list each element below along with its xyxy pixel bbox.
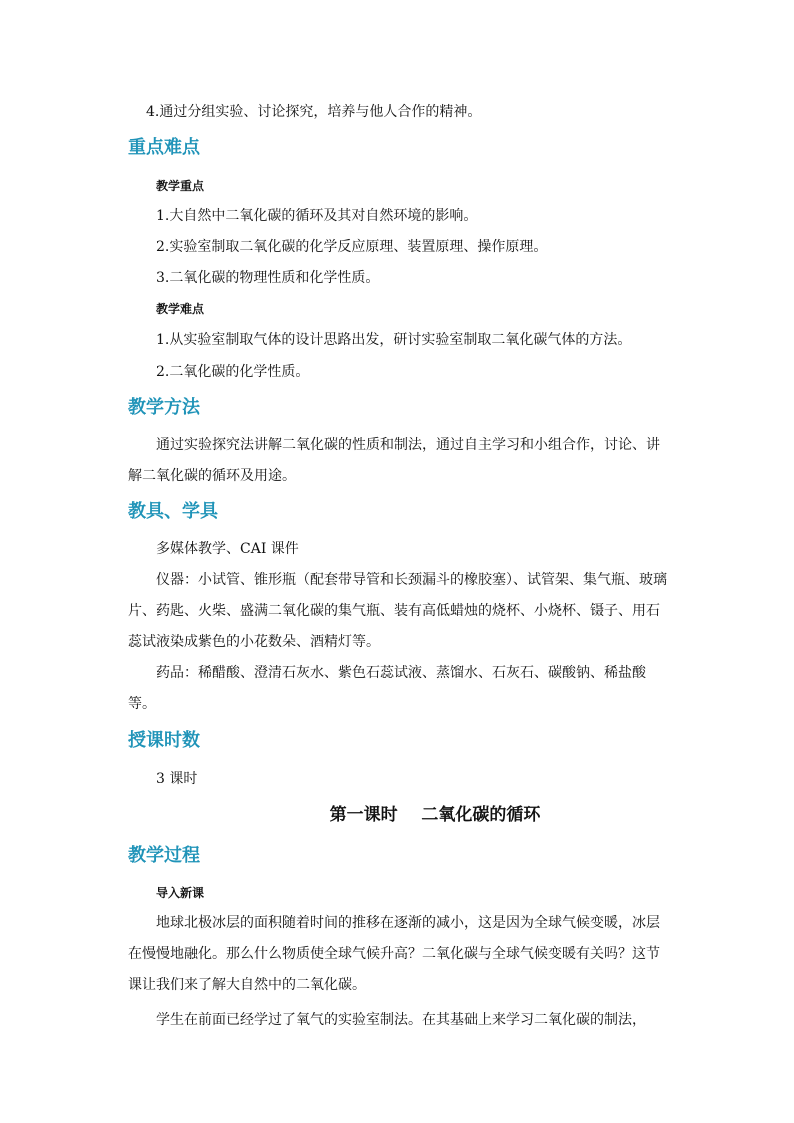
process-paragraph-1: 地球北极冰层的面积随着时间的推移在逐渐的减小，这是因为全球气候变暖，冰层在慢慢地融化。那么什么物质使全球气候升高？二氧化碳与全球气候变暖有关吗？这节课让我们来了解大自然中的二氧化碳。 [128,915,660,993]
section-heading-process: 教学过程 [128,845,200,866]
lesson-title-part1: 第一课时 [329,805,398,825]
tools-media: 多媒体教学、CAI 课件 [156,541,299,557]
hours-value: 3 课时 [156,771,198,787]
section-heading-tools: 教具、学具 [128,501,218,522]
subheading-intro: 导入新课 [156,886,205,900]
objective-item-4: 4.通过分组实验、讨论探究，培养与他人合作的精神。 [146,104,482,120]
tools-reagents: 药品：稀醋酸、澄清石灰水、紫色石蕊试液、蒸馏水、石灰石、碳酸钠、稀盐酸等。 [128,665,646,712]
focus-item-1: 1.大自然中二氧化碳的循环及其对自然环境的影响。 [156,208,478,224]
focus-item-2: 2.实验室制取二氧化碳的化学反应原理、装置原理、操作原理。 [156,239,548,255]
lesson-title-part2: 二氧化碳的循环 [421,805,541,825]
difficulty-item-2: 2.二氧化碳的化学性质。 [156,364,310,380]
subheading-teaching-focus: 教学重点 [156,179,205,193]
focus-item-3: 3.二氧化碳的物理性质和化学性质。 [156,270,380,286]
tools-instruments: 仪器：小试管、锥形瓶（配套带导管和长颈漏斗的橡胶塞）、试管架、集气瓶、玻璃片、药匙、火柴、盛满二氧化碳的集气瓶、装有高低蜡烛的烧杯、小烧杯、镊子、用石蕊试液染成紫色的小花数朵、酒精灯等。 [128,572,667,650]
section-heading-hours: 授课时数 [128,730,200,751]
section-heading-method: 教学方法 [128,397,200,418]
process-paragraph-2: 学生在前面已经学过了氧气的实验室制法。在其基础上来学习二氧化碳的制法， [156,1012,646,1028]
lesson-title [0,803,794,827]
method-text: 通过实验探究法讲解二氧化碳的性质和制法，通过自主学习和小组合作，讨论、讲解二氧化碳的循环及用途。 [128,437,660,484]
subheading-teaching-difficulty: 教学难点 [156,302,205,316]
difficulty-item-1: 1.从实验室制取气体的设计思路出发，研讨实验室制取二氧化碳气体的方法。 [156,332,632,348]
section-heading-key-points: 重点难点 [128,137,200,158]
